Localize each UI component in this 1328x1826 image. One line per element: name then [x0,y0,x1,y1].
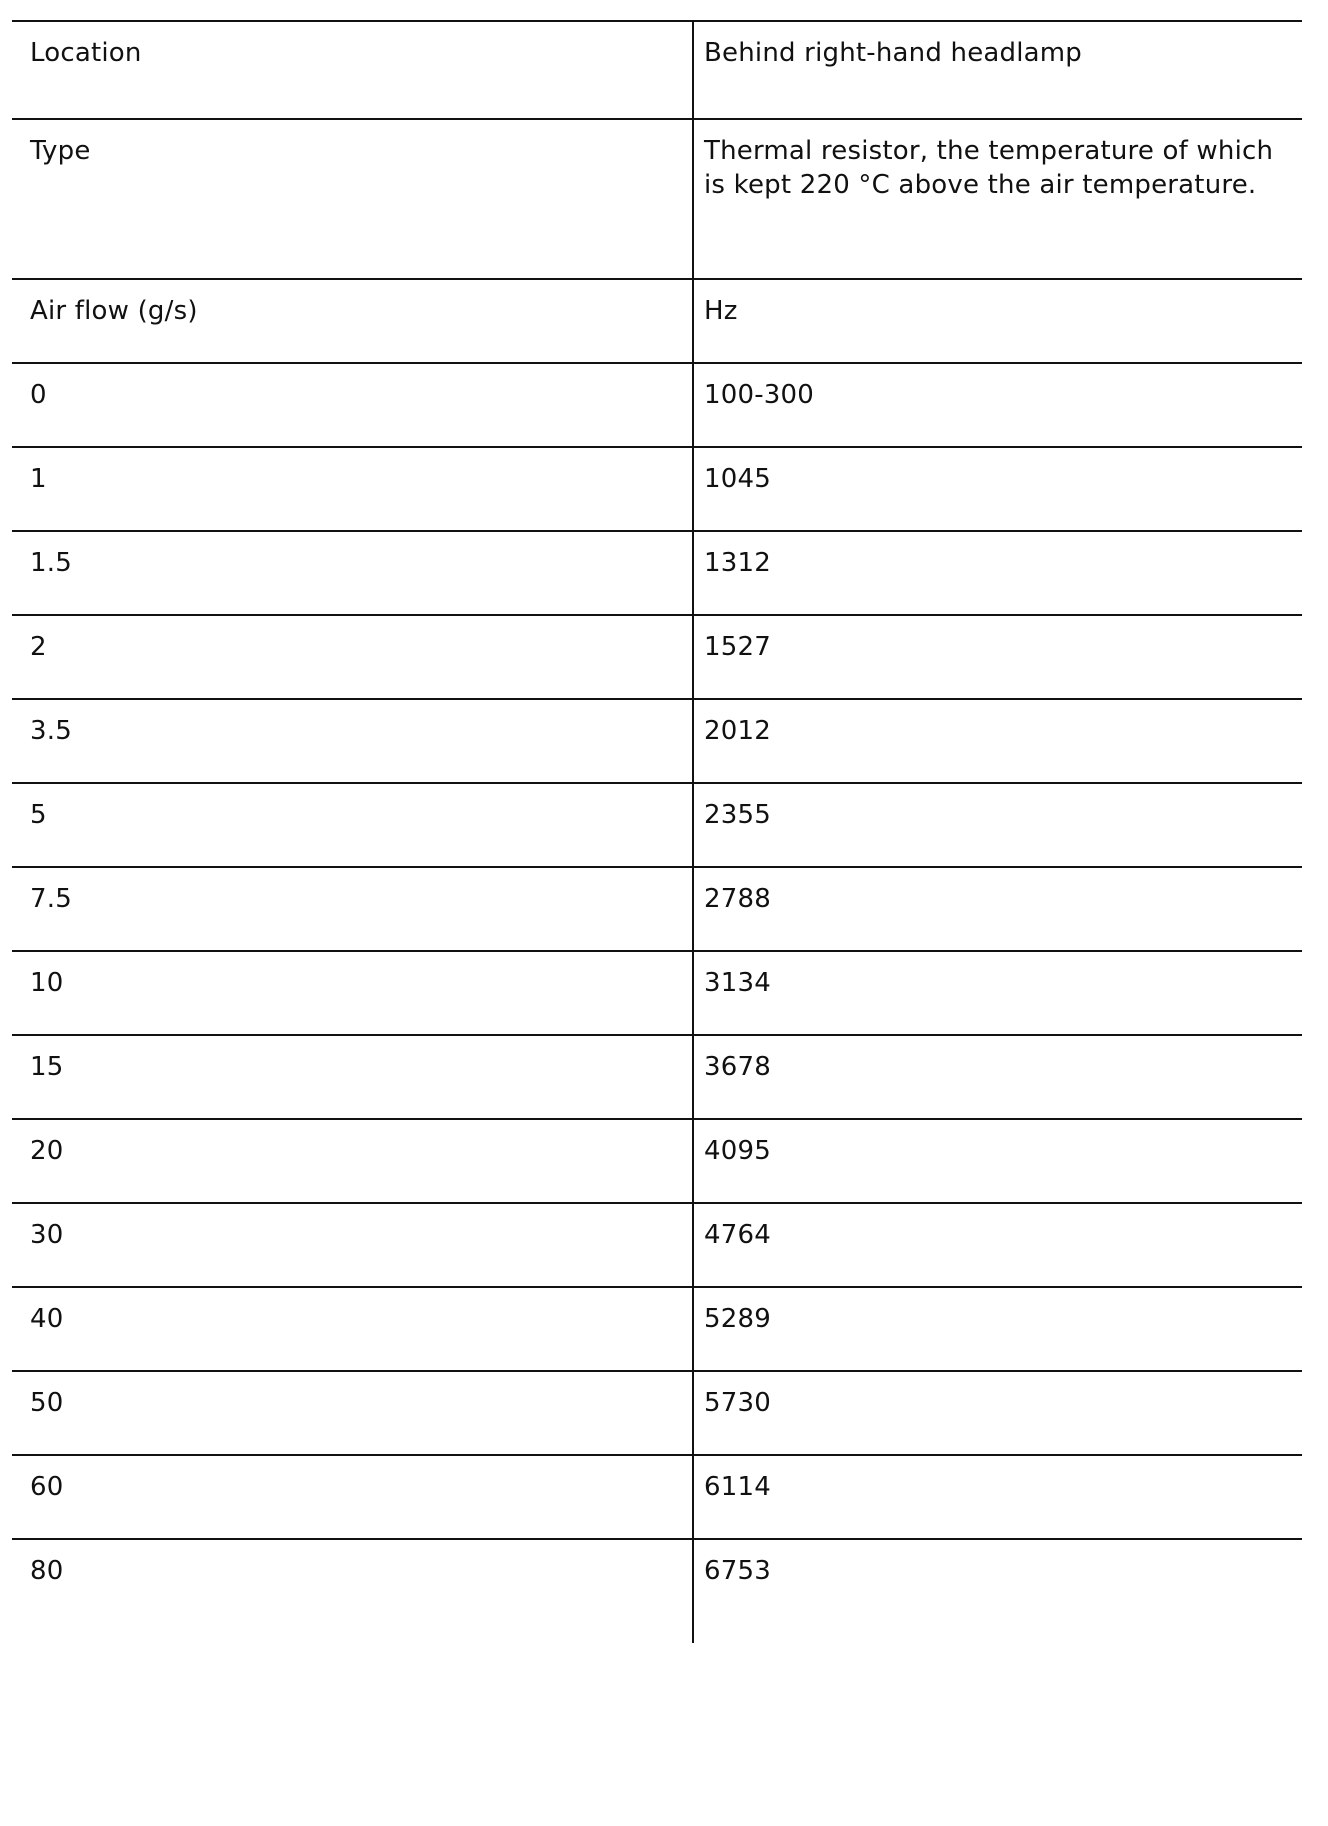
table-row [12,1035,1302,1119]
row-label: 30 [12,1203,693,1287]
row-value: 2012 [693,699,1302,783]
row-value: 100-300 [693,363,1302,447]
row-label: 10 [12,951,693,1035]
row-value: 6114 [693,1455,1302,1539]
row-label: 20 [12,1119,693,1203]
table-row [12,1203,1302,1287]
table-row [12,783,1302,867]
table-row [12,1287,1302,1371]
table-row [12,1371,1302,1455]
row-value: 3678 [693,1035,1302,1119]
row-label: 50 [12,1371,693,1455]
row-value: 6753 [693,1539,1302,1643]
row-value: Behind right-hand headlamp [693,21,1302,119]
row-label: Air flow (g/s) [12,279,693,363]
row-value: 1527 [693,615,1302,699]
row-label: 1.5 [12,531,693,615]
row-label: Location [12,21,693,119]
row-label: 1 [12,447,693,531]
row-label: 80 [12,1539,693,1643]
table-row [12,951,1302,1035]
row-label: 0 [12,363,693,447]
spec-table [12,20,1302,1643]
row-value: 4095 [693,1119,1302,1203]
table-row [12,867,1302,951]
row-value: 2788 [693,867,1302,951]
row-label: 5 [12,783,693,867]
table-row [12,279,1302,363]
row-label: 40 [12,1287,693,1371]
row-value: Thermal resistor, the temperature of which is kept 220 °C above the air temperature. [693,119,1302,279]
row-label: Type [12,119,693,279]
row-value: 5730 [693,1371,1302,1455]
row-value: 5289 [693,1287,1302,1371]
row-value: 1312 [693,531,1302,615]
row-label: 7.5 [12,867,693,951]
row-value: 3134 [693,951,1302,1035]
table-row [12,119,1302,279]
table-row [12,363,1302,447]
row-label: 60 [12,1455,693,1539]
table-row [12,1455,1302,1539]
table-row [12,615,1302,699]
table-row [12,531,1302,615]
row-label: 2 [12,615,693,699]
row-label: 15 [12,1035,693,1119]
row-label: 3.5 [12,699,693,783]
table-row [12,1539,1302,1643]
row-value: 4764 [693,1203,1302,1287]
table-row [12,447,1302,531]
row-value: 2355 [693,783,1302,867]
table-row [12,1119,1302,1203]
row-value: Hz [693,279,1302,363]
table-row [12,699,1302,783]
table-row [12,21,1302,119]
row-value: 1045 [693,447,1302,531]
